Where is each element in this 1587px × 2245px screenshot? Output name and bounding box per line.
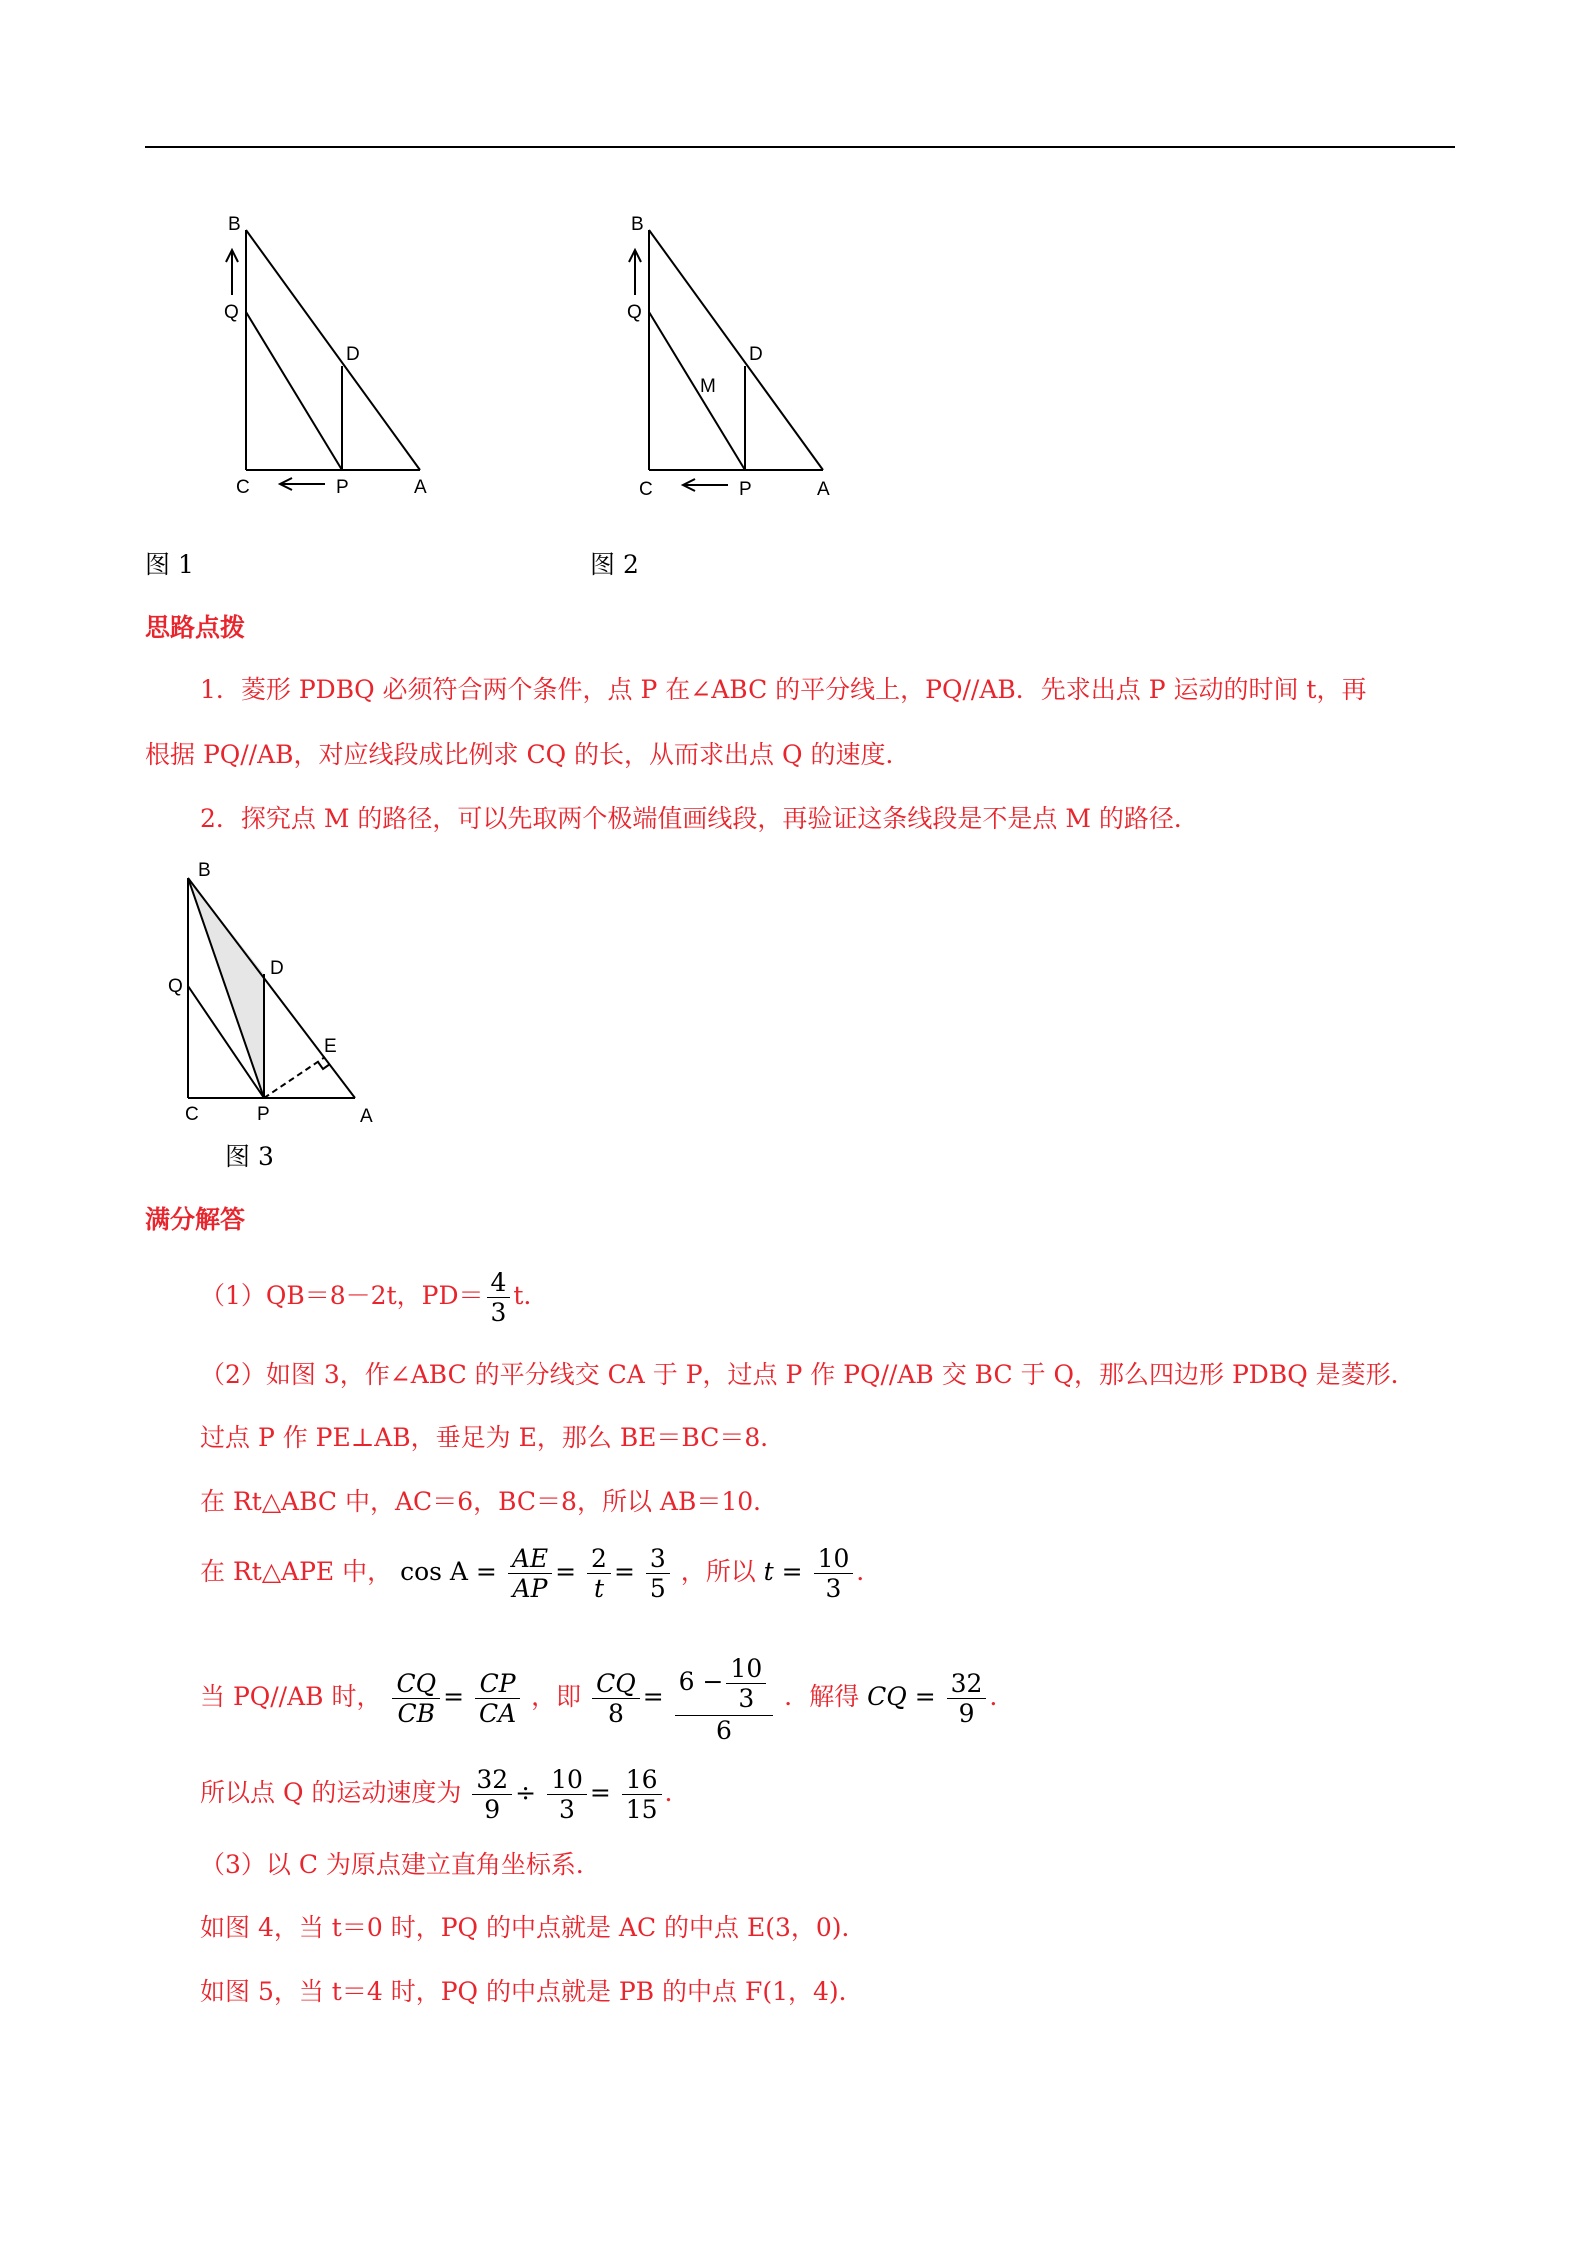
segment-ba — [246, 230, 420, 470]
fraction-3-5: $\frac{3}{5}$ — [646, 1544, 670, 1603]
label-d: D — [749, 344, 763, 365]
segment-pe — [264, 1057, 325, 1098]
figure-1 — [220, 210, 450, 500]
solution-part-2-line-5: 当 PQ//AB 时， $\frac{CQ}{CB}$ = $\frac{CP}{CA}$ ，即 $\frac{CQ}{8}$ = 6 − $\frac{10}{3}$ 6 ．解得 CQ = $\frac{32}{9}$ ． — [200, 1654, 1015, 1745]
label-a: A — [414, 477, 427, 498]
fraction-nested: 6 − $\frac{10}{3}$ 6 — [675, 1652, 774, 1745]
fraction-cp-ca: $\frac{CP}{CA}$ — [475, 1669, 520, 1728]
fraction-4-3: $\frac{4}{3}$ — [487, 1268, 511, 1327]
label-c: C — [236, 477, 250, 498]
fraction-10-3-b: $\frac{10}{3}$ — [547, 1765, 587, 1824]
figure-1-caption: 图 1 — [145, 550, 194, 579]
fraction-10-3: $\frac{10}{3}$ — [814, 1544, 854, 1603]
solution-part-2-line-6: 所以点 Q 的运动速度为 $\frac{32}{9}$ ÷ $\frac{10}{3}$ = $\frac{16}{15}$ ． — [200, 1765, 690, 1824]
label-c: C — [639, 479, 653, 500]
label-e: E — [324, 1036, 337, 1057]
label-p: P — [257, 1104, 270, 1125]
segment-qp — [246, 312, 342, 470]
label-b: B — [631, 214, 644, 235]
solution-part-2-line-4: 在 Rt△APE 中， cos A = $\frac{AE}{AP}$ = $\frac{2}{t}$ = $\frac{3}{5}$ ，所以 t = $\frac{10}{3}$ ． — [200, 1544, 882, 1603]
label-c: C — [185, 1104, 199, 1125]
fraction-cq-cb: $\frac{CQ}{CB}$ — [392, 1669, 440, 1728]
hint-heading: 思路点拨 — [145, 613, 246, 642]
label-d: D — [346, 344, 360, 365]
figure-2-caption: 图 2 — [590, 550, 639, 579]
figure-3-caption: 图 3 — [225, 1142, 274, 1171]
fraction-2-t: $\frac{2}{t}$ — [587, 1544, 611, 1603]
hint-line-2: 根据 PQ//AB，对应线段成比例求 CQ 的长，从而求出点 Q 的速度． — [145, 740, 911, 769]
label-a: A — [817, 479, 830, 500]
fraction-32-9: $\frac{32}{9}$ — [947, 1669, 987, 1728]
fraction-ae-ap: $\frac{AE}{AP}$ — [508, 1544, 552, 1603]
solution-part-2-line-1: （2）如图 3，作∠ABC 的平分线交 CA 于 P，过点 P 作 PQ//AB 交 BC 于 Q，那么四边形 PDBQ 是菱形． — [200, 1360, 1416, 1389]
solution-part-3-line-3: 如图 5，当 t＝4 时，PQ 的中点就是 PB 的中点 F(1，4)． — [200, 1977, 864, 2006]
solution-heading: 满分解答 — [145, 1205, 246, 1234]
fraction-32-9-b: $\frac{32}{9}$ — [472, 1765, 512, 1824]
label-p: P — [336, 477, 349, 498]
label-a: A — [360, 1106, 373, 1127]
solution-part-3-line-2: 如图 4，当 t＝0 时，PQ 的中点就是 AC 的中点 E(3，0)． — [200, 1913, 867, 1942]
figure-3 — [160, 860, 390, 1127]
solution-part-1: （1）QB＝8－2t，PD＝ $\frac{4}{3}$ t． — [200, 1268, 549, 1327]
label-d: D — [270, 958, 284, 979]
label-b: B — [198, 860, 211, 881]
fraction-16-15: $\frac{16}{15}$ — [622, 1765, 662, 1824]
fraction-cq-8: $\frac{CQ}{8}$ — [592, 1669, 640, 1728]
label-q: Q — [168, 976, 183, 997]
label-m: M — [700, 376, 716, 397]
hint-line-3: 2．探究点 M 的路径，可以先取两个极端值画线段，再验证这条线段是不是点 M 的路径． — [200, 804, 1199, 833]
segment-qp — [649, 312, 745, 470]
solution-part-2-line-3: 在 Rt△ABC 中，AC＝6，BC＝8，所以 AB＝10． — [200, 1487, 779, 1516]
solution-part-3-line-1: （3）以 C 为原点建立直角坐标系． — [200, 1850, 601, 1879]
header-rule — [145, 146, 1455, 148]
solution-part-2-line-2: 过点 P 作 PE⊥AB，垂足为 E，那么 BE＝BC＝8． — [200, 1423, 786, 1452]
label-q: Q — [627, 302, 642, 323]
label-q: Q — [224, 302, 239, 323]
label-p: P — [739, 479, 752, 500]
figure-2 — [623, 210, 853, 500]
label-b: B — [228, 214, 241, 235]
segment-ba — [649, 230, 823, 470]
hint-line-1: 1．菱形 PDBQ 必须符合两个条件，点 P 在∠ABC 的平分线上，PQ//AB．先求出点 P 运动的时间 t，再 — [200, 675, 1367, 704]
